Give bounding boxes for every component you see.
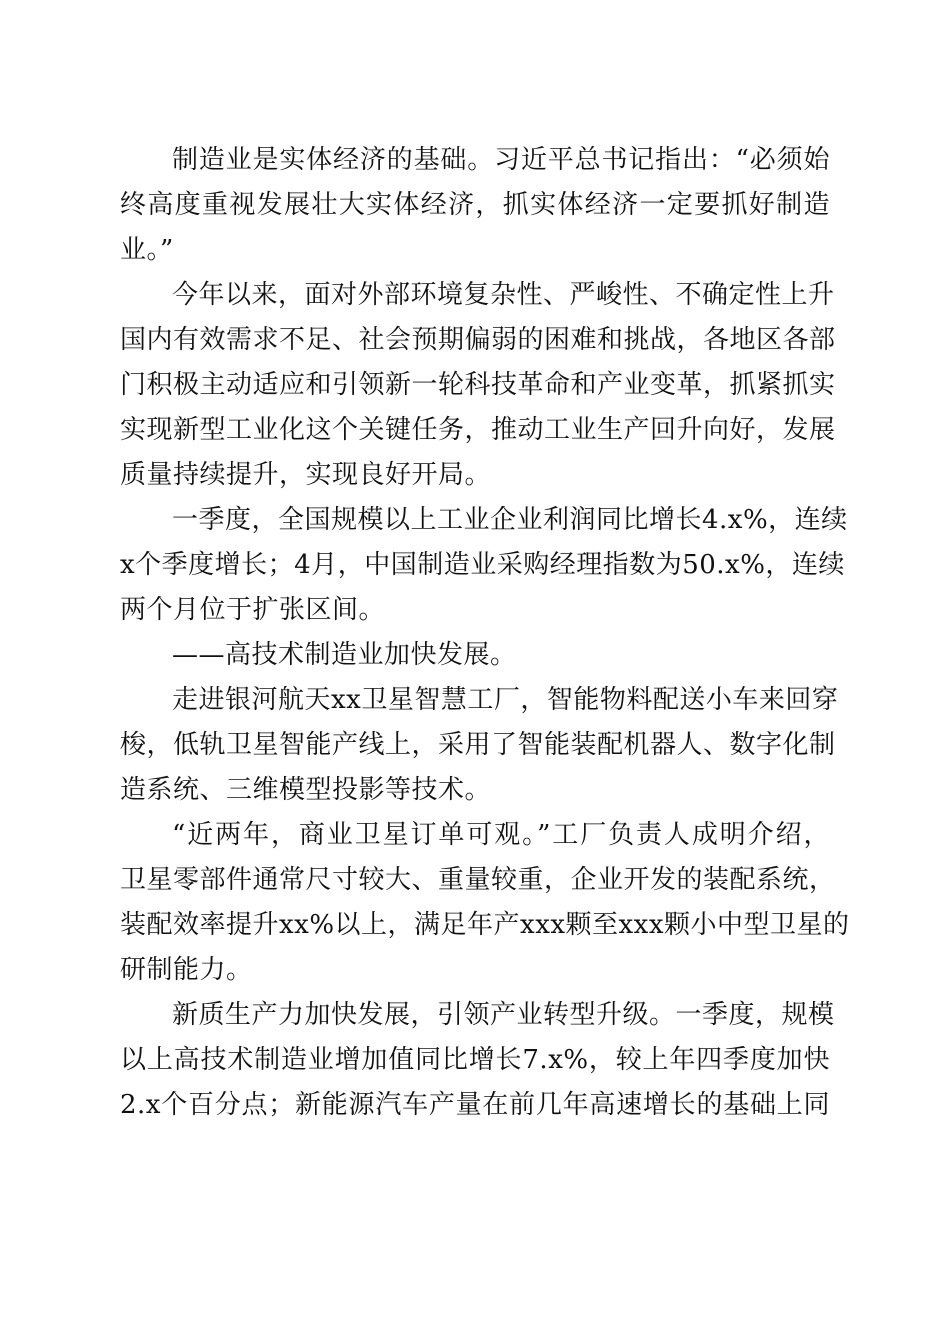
paragraph-line: 2.x个百分点；新能源汽车产量在前几年高速增长的基础上同: [120, 1090, 830, 1120]
paragraph-line: 新质生产力加快发展，引领产业转型升级。一季度，规模: [172, 1000, 835, 1030]
paragraph-satellite-orders: [120, 813, 850, 993]
paragraph-line: 今年以来，面对外部环境复杂性、严峻性、不确定性上升: [172, 280, 835, 310]
paragraph-line: “近两年，商业卫星订单可观。”工厂负责人成明介绍，: [172, 820, 830, 850]
paragraph-first-quarter: [120, 498, 848, 633]
paragraph-line: 制造业是实体经济的基础。习近平总书记指出：“必须始: [172, 145, 830, 175]
section-heading-high-tech: [120, 633, 830, 678]
paragraph-line: 研制能力。: [120, 955, 253, 985]
paragraph-line: 国内有效需求不足、社会预期偏弱的困难和挑战，各地区各部: [120, 325, 836, 355]
paragraph-manufacturing-foundation: [120, 138, 830, 273]
paragraph-line: 以上高技术制造业增加值同比增长7.x%，较上年四季度加快: [120, 1045, 830, 1075]
paragraph-line: x个季度增长；4月，中国制造业采购经理指数为50.x%，连续: [120, 550, 845, 580]
paragraph-line: 梭，低轨卫星智能产线上，采用了智能装配机器人、数字化制: [120, 730, 836, 760]
paragraph-line: 装配效率提升xx%以上，满足年产xxx颗至xxx颗小中型卫星的: [120, 910, 850, 940]
paragraph-line: 走进银河航天xx卫星智慧工厂，智能物料配送小车来回穿: [172, 685, 839, 715]
paragraph-line: 终高度重视发展壮大实体经济，抓实体经济一定要抓好制造: [120, 190, 830, 220]
paragraph-this-year: [120, 273, 836, 498]
paragraph-line: 门积极主动适应和引领新一轮科技革命和产业变革，抓紧抓实: [120, 370, 836, 400]
paragraph-line: 造系统、三维模型投影等技术。: [120, 775, 492, 805]
document-body: [120, 138, 850, 1128]
paragraph-line: 质量持续提升，实现良好开局。: [120, 460, 492, 490]
section-heading-line: ——高技术制造业加快发展。: [172, 640, 517, 670]
paragraph-line: 一季度，全国规模以上工业企业利润同比增长4.x%，连续: [172, 505, 848, 535]
paragraph-satellite-factory: [120, 678, 839, 813]
paragraph-line: 卫星零部件通常尺寸较大、重量较重，企业开发的装配系统，: [120, 865, 836, 895]
paragraph-line: 业。”: [120, 235, 174, 265]
paragraph-new-productivity: [120, 993, 835, 1128]
paragraph-line: 实现新型工业化这个关键任务，推动工业生产回升向好，发展: [120, 415, 836, 445]
paragraph-line: 两个月位于扩张区间。: [120, 595, 386, 625]
